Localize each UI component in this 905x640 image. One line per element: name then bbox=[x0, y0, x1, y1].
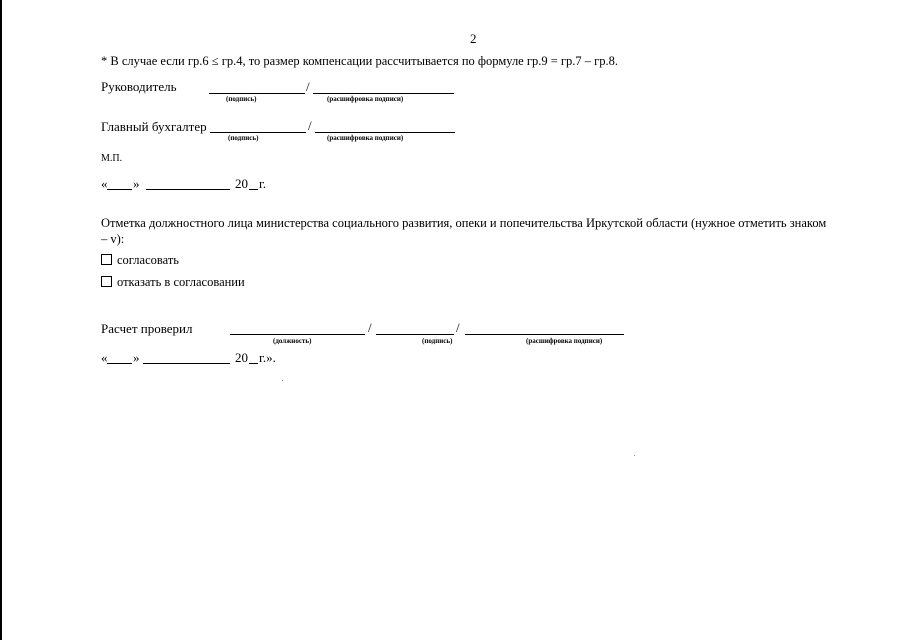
verification-date-close-quote: » bbox=[133, 350, 140, 365]
scan-speck bbox=[282, 380, 283, 381]
verification-date-open-quote: « bbox=[101, 350, 108, 365]
head-signature-line[interactable] bbox=[209, 93, 305, 94]
page-number: 2 bbox=[470, 31, 477, 46]
date-year-line[interactable] bbox=[249, 189, 258, 190]
verification-slash-2: / bbox=[456, 320, 460, 335]
chief-accountant-slash: / bbox=[308, 118, 312, 133]
official-mark-text-line2: – v): bbox=[101, 232, 125, 246]
footnote: * В случае если гр.6 ≤ гр.4, то размер компенсации рассчитывается по формуле гр.9 = гр.7 – гр.8. bbox=[101, 54, 619, 68]
refuse-checkbox[interactable] bbox=[101, 276, 112, 287]
option-approve[interactable] bbox=[101, 253, 179, 268]
date-close-quote: » bbox=[133, 176, 140, 191]
verification-signature-line[interactable] bbox=[376, 334, 454, 335]
verification-position-caption: (должность) bbox=[273, 337, 312, 345]
date-day-line[interactable] bbox=[107, 189, 132, 190]
verification-date-year-suffix: г.». bbox=[259, 350, 276, 365]
chief-accountant-signature-caption: (подпись) bbox=[228, 134, 259, 142]
verification-decoding-line[interactable] bbox=[465, 334, 624, 335]
chief-accountant-label: Главный бухгалтер bbox=[101, 119, 207, 134]
date-open-quote: « bbox=[101, 176, 108, 191]
head-signature-caption: (подпись) bbox=[226, 95, 257, 103]
approve-checkbox[interactable] bbox=[101, 254, 112, 265]
verification-position-line[interactable] bbox=[230, 334, 365, 335]
date-month-line[interactable] bbox=[146, 189, 230, 190]
verification-date-year-line[interactable] bbox=[249, 363, 258, 364]
official-mark-text-line1: Отметка должностного лица министерства социального развития, опеки и попечительства Иркутской области (нужное отметить знаком bbox=[101, 216, 827, 230]
verification-decoding-caption: (расшифровка подписи) bbox=[526, 337, 603, 345]
option-refuse-label: отказать в согласовании bbox=[117, 275, 245, 289]
verification-date-year-prefix: 20 bbox=[235, 350, 248, 365]
option-refuse[interactable] bbox=[101, 275, 245, 290]
verification-date-day-line[interactable] bbox=[107, 363, 132, 364]
verification-label: Расчет проверил bbox=[101, 321, 193, 336]
head-decoding-line[interactable] bbox=[313, 93, 454, 94]
date-year-suffix: г. bbox=[259, 176, 267, 191]
option-approve-label: согласовать bbox=[117, 253, 179, 267]
verification-date-month-line[interactable] bbox=[143, 363, 230, 364]
verification-signature-caption: (подпись) bbox=[422, 337, 453, 345]
head-slash: / bbox=[306, 79, 310, 94]
verification-slash-1: / bbox=[368, 320, 372, 335]
stamp-place: М.П. bbox=[101, 153, 123, 164]
chief-accountant-signature-line[interactable] bbox=[210, 132, 306, 133]
date-year-prefix: 20 bbox=[235, 176, 248, 191]
head-label: Руководитель bbox=[101, 79, 177, 94]
page-left-border bbox=[0, 0, 2, 640]
chief-accountant-decoding-caption: (расшифровка подписи) bbox=[327, 134, 404, 142]
chief-accountant-decoding-line[interactable] bbox=[315, 132, 455, 133]
head-decoding-caption: (расшифровка подписи) bbox=[327, 95, 404, 103]
scan-speck bbox=[634, 455, 635, 456]
